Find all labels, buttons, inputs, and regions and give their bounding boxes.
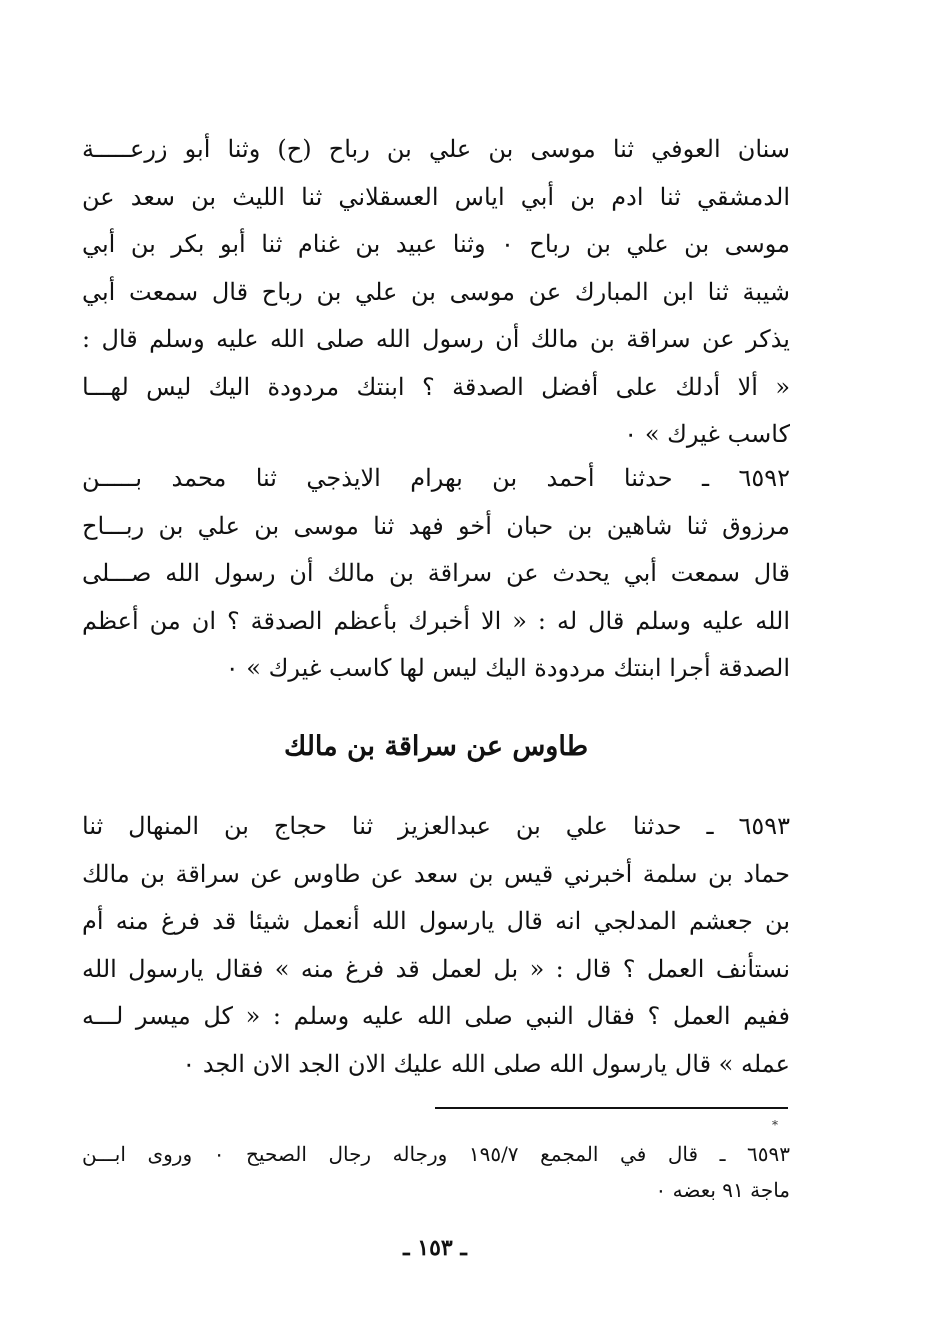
footnote-line: ماجة ٩١ بعضه ٠: [655, 1178, 790, 1202]
footnote-line: ٦٥٩٣ ـ قال في المجمع ١٩٥/٧ ورجاله رجال الصحيح ٠ وروى ابـــن: [82, 1142, 790, 1166]
paragraph-line: حماد بن سلمة أخبرني قيس بن سعد عن طاوس عن سراقة بن مالك: [82, 859, 790, 888]
paragraph-line: سنان العوفي ثنا موسى بن علي بن رباح (ح) وثنا أبو زرعـــــة: [82, 135, 790, 163]
paragraph-1: [82, 126, 790, 459]
paragraph-line: مرزوق ثنا شاهين بن حبان أخو فهد ثنا موسى بن علي بن ربـــاح: [82, 511, 790, 540]
paragraph-line: ٦٥٩٣ ـ حدثنا علي بن عبدالعزيز ثنا حجاج بن المنهال ثنا: [82, 812, 790, 840]
paragraph-line: الله عليه وسلم قال له : « الا أخبرك بأعظم الصدقة ؟ ان من أعظم: [82, 606, 790, 635]
paragraph-line: « ألا أدلك على أفضل الصدقة ؟ ابنتك مردودة اليك ليس لهـــا: [82, 372, 790, 401]
paragraph-line: ٦٥٩٢ ـ حدثنا أحمد بن بهرام الايذجي ثنا محمد بـــــن: [82, 464, 790, 492]
paragraph-line: كاسب غيرك » ٠: [624, 420, 790, 448]
footnote-separator: [435, 1107, 788, 1109]
paragraph-line: شيبة ثنا ابن المبارك عن موسى بن علي بن رباح قال سمعت أبي: [82, 277, 790, 306]
paragraph-line: عمله » قال يارسول الله صلى الله عليك الان الجد الان الجد ٠: [182, 1049, 790, 1078]
footnote-mark: *: [772, 1118, 778, 1132]
paragraph-2: [82, 455, 790, 693]
paragraph-line: موسى بن علي بن رباح ٠ وثنا عبيد بن غنام ثنا أبو بكر بن أبي: [82, 230, 790, 258]
paragraph-line: يذكر عن سراقة بن مالك أن رسول الله صلى الله عليه وسلم قال :: [82, 325, 790, 353]
paragraph-line: نستأنف العمل ؟ قال : « بل لعمل قد فرغ منه » فقال يارسول الله: [82, 954, 790, 983]
paragraph-line: ففيم العمل ؟ فقال النبي صلى الله عليه وسلم : « كل ميسر لـــه: [82, 1002, 790, 1030]
footnote: [82, 1136, 790, 1208]
paragraph-line: بن جعشم المدلجي انه قال يارسول الله أنعمل شيئا قد فرغ منه أم: [82, 907, 790, 935]
paragraph-line: الصدقة أجرا ابنتك مردودة اليك ليس لها كاسب غيرك » ٠: [225, 654, 790, 682]
paragraph-line: قال سمعت أبي يحدث عن سراقة بن مالك أن رسول الله صـــلى: [82, 559, 790, 587]
paragraph-line: الدمشقي ثنا ادم بن أبي اياس العسقلاني ثنا الليث بن سعد عن: [82, 182, 790, 211]
paragraph-3: [82, 803, 790, 1088]
section-heading: طاوس عن سراقة بن مالك: [283, 731, 589, 762]
page-number: ـ ١٥٣ ـ: [403, 1235, 467, 1261]
